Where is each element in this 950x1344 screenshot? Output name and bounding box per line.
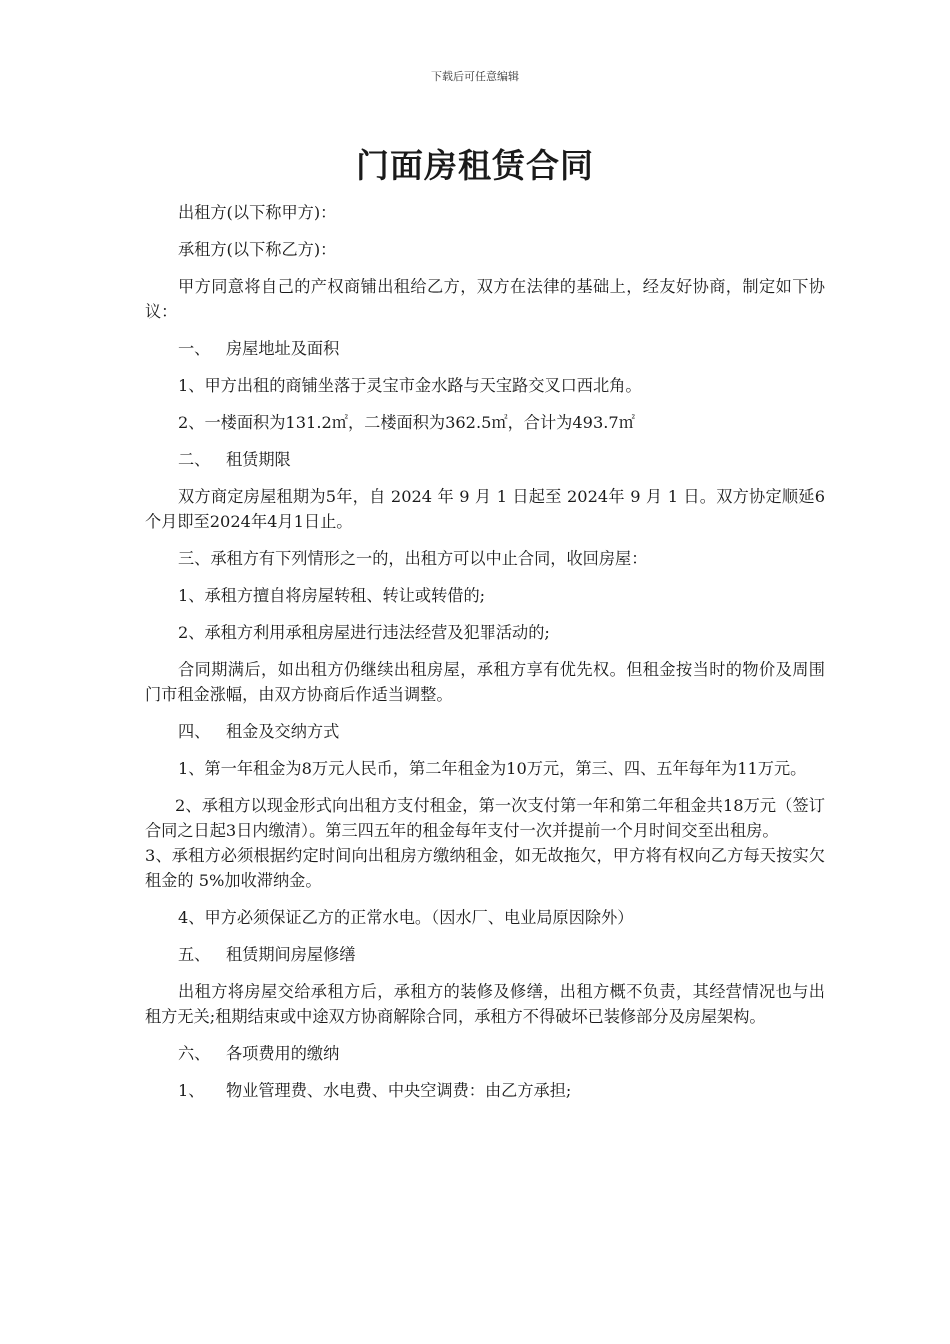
section-2-heading	[145, 447, 825, 472]
lessee-line: 承租方(以下称乙方)：	[178, 240, 337, 259]
section-3-item-2: 2、承租方利用承租房屋进行违法经营及犯罪活动的;	[178, 623, 550, 642]
section-1-number: 一、	[178, 339, 211, 358]
section-4-number: 四、	[178, 722, 211, 741]
section-4-item-1: 1、第一年租金为8万元人民币，第二年租金为10万元，第三、四、五年每年为11万元。	[178, 759, 807, 778]
section-4-item-4: 4、甲方必须保证乙方的正常水电。（因水厂、电业局原因除外）	[178, 908, 634, 927]
section-5-paragraph: 出租方将房屋交给承租方后，承租方的装修及修缮，出租方概不负责，其经营情况也与出租方无关;租期结束或中途双方协商解除合同，承租方不得破坏已装修部分及房屋架构。	[145, 982, 825, 1026]
section-6-item-1-number: 1、	[178, 1081, 205, 1100]
section-2-number: 二、	[178, 450, 211, 469]
section-1-item-2: 2、一楼面积为131.2㎡，二楼面积为362.5㎡，合计为493.7㎡	[178, 413, 635, 432]
section-4-title: 租金及交纳方式	[226, 722, 340, 741]
section-6-item-1-text: 物业管理费、水电费、中央空调费：由乙方承担;	[226, 1081, 572, 1100]
section-6-item-1	[145, 1078, 825, 1103]
section-4-item-3: 3、承租方必须根据约定时间向出租房方缴纳租金，如无故拖欠，甲方将有权向乙方每天按实欠租金的 5%加收滞纳金。	[145, 846, 825, 890]
section-5-heading	[145, 942, 825, 967]
intro-paragraph: 甲方同意将自己的产权商铺出租给乙方，双方在法律的基础上，经友好协商，制定如下协议：	[145, 277, 825, 321]
section-1-item-1: 1、甲方出租的商铺坐落于灵宝市金水路与天宝路交叉口西北角。	[178, 376, 642, 395]
section-2-title: 租赁期限	[226, 450, 291, 469]
section-4-heading	[145, 719, 825, 744]
section-3-paragraph: 合同期满后，如出租方仍继续出租房屋，承租方享有优先权。但租金按当时的物价及周围门市租金涨幅，由双方协商后作适当调整。	[145, 660, 825, 704]
section-5-title: 租赁期间房屋修缮	[226, 945, 356, 964]
section-6-title: 各项费用的缴纳	[226, 1044, 340, 1063]
section-4-item-2: 2、承租方以现金形式向出租方支付租金，第一次支付第一年和第二年租金共18万元（签订合同之日起3日内缴清）。第三四五年的租金每年支付一次并提前一个月时间交至出租房。	[145, 796, 825, 840]
section-2-paragraph: 双方商定房屋租期为5年，自 2024 年 9 月 1 日起至 2024年 9 月 1 日。双方协定顺延6个月即至2024年4月1日止。	[145, 487, 825, 531]
section-6-heading	[145, 1041, 825, 1066]
lessor-line: 出租方(以下称甲方)：	[178, 203, 337, 222]
section-1-heading	[145, 336, 825, 361]
section-3-heading: 三、承租方有下列情形之一的，出租方可以中止合同，收回房屋：	[178, 549, 648, 568]
header-note: 下载后可任意编辑	[431, 70, 519, 83]
section-1-title: 房屋地址及面积	[226, 339, 340, 358]
document-body	[145, 200, 825, 1115]
section-5-number: 五、	[178, 945, 211, 964]
section-6-number: 六、	[178, 1044, 211, 1063]
document-title: 门面房租赁合同	[356, 146, 594, 185]
section-3-item-1: 1、承租方擅自将房屋转租、转让或转借的;	[178, 586, 486, 605]
